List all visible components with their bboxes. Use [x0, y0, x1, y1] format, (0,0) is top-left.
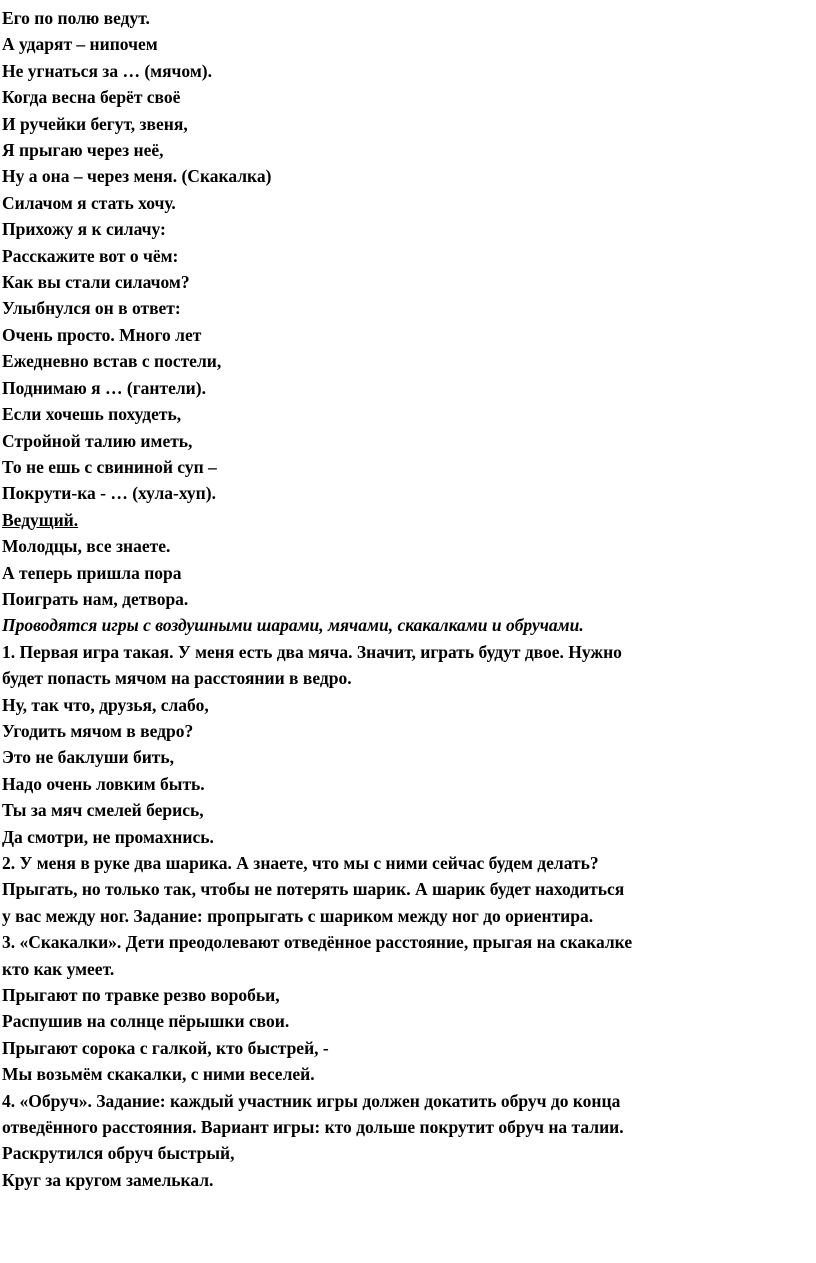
- host-line: А теперь пришла пора: [2, 562, 182, 583]
- riddle-line: Если хочешь похудеть,: [2, 404, 182, 425]
- riddle-line: Расскажите вот о чём:: [2, 245, 179, 266]
- stage-direction: Проводятся игры с воздушными шарами, мячами, скакалками и обручами.: [2, 615, 584, 636]
- riddle-line: Прихожу я к силачу:: [2, 219, 166, 240]
- host-block: [2, 507, 814, 613]
- riddle-line: Покрути-ка - … (хула-хуп).: [2, 483, 216, 504]
- game-intro-line: 2. У меня в руке два шарика. А знаете, что мы с ними сейчас будем делать?: [2, 853, 599, 873]
- verse-line: Угодить мячом в ведро?: [2, 720, 194, 741]
- riddle-line: Ну а она – через меня. (Скакалка): [2, 166, 272, 187]
- game-intro-line: 3. «Скакалки». Дети преодолевают отведённое расстояние, прыгая на скакалке: [2, 932, 633, 953]
- verse-line: Это не баклуши бить,: [2, 747, 175, 768]
- verse-line: Ты за мяч смелей берись,: [2, 800, 204, 821]
- riddle-line: Его по полю ведут.: [2, 8, 150, 28]
- verse-line: Прыгают сорока с галкой, кто быстрей, -: [2, 1037, 329, 1058]
- riddle-line: Поднимаю я … (гантели).: [2, 377, 206, 398]
- game-intro-line: отведённого расстояния. Вариант игры: кто дольше покрутит обруч на талии.: [2, 1117, 624, 1138]
- riddle-line: А ударят – нипочем: [2, 34, 158, 55]
- riddles-block: [2, 5, 814, 507]
- verse-line: Надо очень ловким быть.: [2, 773, 205, 794]
- riddle-line: Улыбнулся он в ответ:: [2, 298, 181, 319]
- riddle-line: Когда весна берёт своё: [2, 87, 181, 108]
- game-2: [2, 850, 814, 929]
- riddle-line: То не ешь с свининой суп –: [2, 456, 217, 477]
- verse-line: Раскрутился обруч быстрый,: [2, 1143, 235, 1164]
- game-intro-line: кто как умеет.: [2, 958, 115, 979]
- game-intro-line: у вас между ног. Задание: пропрыгать с шариком между ног до ориентира.: [2, 905, 594, 926]
- verse-line: Круг за кругом замелькал.: [2, 1169, 214, 1190]
- host-label: Ведущий.: [2, 509, 79, 530]
- game-4: [2, 1088, 814, 1194]
- riddle-line: Ежедневно встав с постели,: [2, 351, 222, 372]
- verse-line: Да смотри, не промахнись.: [2, 826, 214, 847]
- game-intro-line: 1. Первая игра такая. У меня есть два мяча. Значит, играть будут двое. Нужно: [2, 641, 622, 662]
- host-line: Поиграть нам, детвора.: [2, 588, 189, 609]
- riddle-line: Силачом я стать хочу.: [2, 192, 176, 213]
- verse-line: Распушив на солнце пёрышки свои.: [2, 1011, 290, 1032]
- game-intro-line: 4. «Обруч». Задание: каждый участник игры должен докатить обруч до конца: [2, 1090, 621, 1111]
- riddle-line: Стройной талию иметь,: [2, 430, 193, 451]
- verse-line: Ну, так что, друзья, слабо,: [2, 694, 209, 715]
- riddle-line: Не угнаться за … (мячом).: [2, 60, 212, 81]
- riddle-line: Очень просто. Много лет: [2, 324, 202, 345]
- game-intro-line: будет попасть мячом на расстоянии в ведро.: [2, 668, 352, 689]
- host-line: Молодцы, все знаете.: [2, 536, 171, 557]
- verse-line: Мы возьмём скакалки, с ними веселей.: [2, 1064, 315, 1085]
- verse-line: Прыгают по травке резво воробьи,: [2, 985, 280, 1006]
- riddle-line: И ручейки бегут, звеня,: [2, 113, 188, 134]
- game-3: [2, 929, 814, 1087]
- riddle-line: Я прыгаю через неё,: [2, 140, 164, 161]
- game-1: [2, 639, 814, 850]
- game-intro-line: Прыгать, но только так, чтобы не потерять шарик. А шарик будет находиться: [2, 879, 625, 900]
- riddle-line: Как вы стали силачом?: [2, 272, 190, 293]
